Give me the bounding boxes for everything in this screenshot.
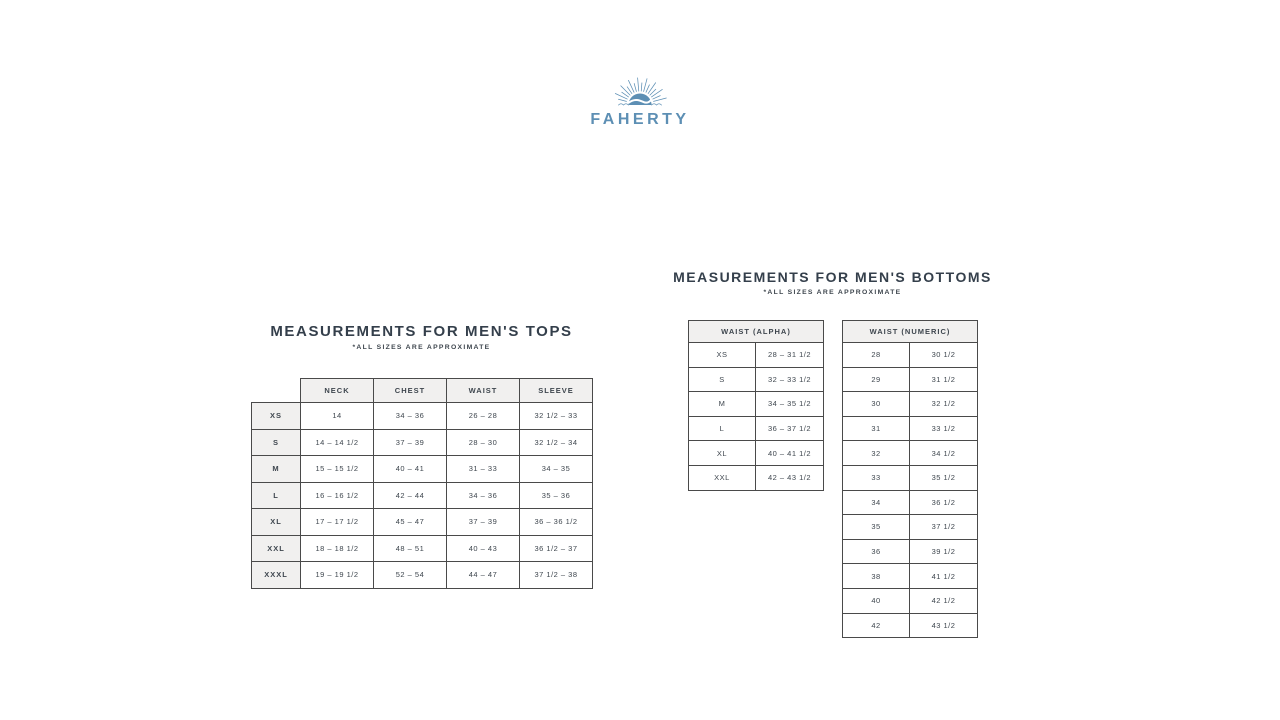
size-label: XL bbox=[252, 509, 301, 536]
size-label: XXL bbox=[252, 535, 301, 562]
sleeve-value: 32 1/2 – 34 bbox=[520, 429, 593, 456]
waist-value: 37 1/2 bbox=[910, 515, 978, 540]
waist-size: 36 bbox=[843, 539, 910, 564]
waist-range: 28 – 31 1/2 bbox=[756, 343, 824, 368]
waist-value: 44 – 47 bbox=[447, 562, 520, 589]
waist-value: 32 1/2 bbox=[910, 392, 978, 417]
column-header-chest: CHEST bbox=[374, 379, 447, 403]
table-row bbox=[843, 613, 978, 638]
sleeve-value: 35 – 36 bbox=[520, 482, 593, 509]
size-label: M bbox=[689, 392, 756, 417]
waist-value: 39 1/2 bbox=[910, 539, 978, 564]
neck-value: 14 bbox=[301, 403, 374, 430]
chest-value: 45 – 47 bbox=[374, 509, 447, 536]
table-row bbox=[689, 343, 824, 368]
brand-wordmark: FAHERTY bbox=[590, 111, 690, 128]
table-row bbox=[689, 465, 824, 490]
waist-value: 42 1/2 bbox=[910, 588, 978, 613]
waist-size: 30 bbox=[843, 392, 910, 417]
waist-value: 35 1/2 bbox=[910, 465, 978, 490]
waist-size: 29 bbox=[843, 367, 910, 392]
sleeve-value: 36 – 36 1/2 bbox=[520, 509, 593, 536]
numeric-header-row bbox=[843, 321, 978, 343]
waist-numeric-table bbox=[842, 320, 978, 638]
table-row bbox=[689, 416, 824, 441]
waist-value: 26 – 28 bbox=[447, 403, 520, 430]
table-row bbox=[843, 392, 978, 417]
column-header-neck: NECK bbox=[301, 379, 374, 403]
tops-header-row bbox=[252, 379, 593, 403]
waist-value: 34 – 36 bbox=[447, 482, 520, 509]
column-header-waist: WAIST bbox=[447, 379, 520, 403]
table-row bbox=[252, 429, 593, 456]
size-label: S bbox=[252, 429, 301, 456]
table-row bbox=[689, 392, 824, 417]
chest-value: 48 – 51 bbox=[374, 535, 447, 562]
waist-size: 35 bbox=[843, 515, 910, 540]
table-row bbox=[252, 403, 593, 430]
waist-size: 40 bbox=[843, 588, 910, 613]
column-header-waist-numeric: WAIST (NUMERIC) bbox=[843, 321, 978, 343]
table-row bbox=[252, 535, 593, 562]
size-label: L bbox=[252, 482, 301, 509]
waist-size: 28 bbox=[843, 343, 910, 368]
table-row bbox=[843, 441, 978, 466]
column-header-waist-alpha: WAIST (ALPHA) bbox=[689, 321, 824, 343]
waist-size: 31 bbox=[843, 416, 910, 441]
waist-size: 34 bbox=[843, 490, 910, 515]
size-label: S bbox=[689, 367, 756, 392]
table-row bbox=[689, 441, 824, 466]
table-row bbox=[843, 465, 978, 490]
tops-size-table bbox=[251, 378, 593, 589]
waist-value: 40 – 43 bbox=[447, 535, 520, 562]
size-label: XS bbox=[252, 403, 301, 430]
table-row bbox=[252, 456, 593, 483]
table-row bbox=[252, 482, 593, 509]
table-row bbox=[689, 367, 824, 392]
waist-value: 30 1/2 bbox=[910, 343, 978, 368]
waist-range: 42 – 43 1/2 bbox=[756, 465, 824, 490]
neck-value: 17 – 17 1/2 bbox=[301, 509, 374, 536]
sleeve-value: 37 1/2 – 38 bbox=[520, 562, 593, 589]
table-row bbox=[843, 367, 978, 392]
table-row bbox=[843, 416, 978, 441]
waist-value: 34 1/2 bbox=[910, 441, 978, 466]
size-label: M bbox=[252, 456, 301, 483]
size-label: XXXL bbox=[252, 562, 301, 589]
table-row bbox=[843, 490, 978, 515]
chest-value: 34 – 36 bbox=[374, 403, 447, 430]
table-row bbox=[843, 343, 978, 368]
table-row bbox=[843, 588, 978, 613]
waist-value: 28 – 30 bbox=[447, 429, 520, 456]
waist-size: 32 bbox=[843, 441, 910, 466]
bottoms-section-title: MEASUREMENTS FOR MEN'S BOTTOMS bbox=[673, 269, 992, 285]
waist-range: 40 – 41 1/2 bbox=[756, 441, 824, 466]
column-header-sleeve: SLEEVE bbox=[520, 379, 593, 403]
table-row bbox=[252, 509, 593, 536]
size-label: XXL bbox=[689, 465, 756, 490]
sunrise-over-wave-icon bbox=[597, 72, 683, 110]
waist-value: 31 – 33 bbox=[447, 456, 520, 483]
neck-value: 15 – 15 1/2 bbox=[301, 456, 374, 483]
alpha-header-row bbox=[689, 321, 824, 343]
sleeve-value: 36 1/2 – 37 bbox=[520, 535, 593, 562]
table-row bbox=[843, 564, 978, 589]
chest-value: 37 – 39 bbox=[374, 429, 447, 456]
sleeve-value: 34 – 35 bbox=[520, 456, 593, 483]
waist-range: 34 – 35 1/2 bbox=[756, 392, 824, 417]
waist-size: 42 bbox=[843, 613, 910, 638]
chest-value: 40 – 41 bbox=[374, 456, 447, 483]
waist-range: 32 – 33 1/2 bbox=[756, 367, 824, 392]
waist-value: 43 1/2 bbox=[910, 613, 978, 638]
table-row bbox=[843, 515, 978, 540]
waist-value: 36 1/2 bbox=[910, 490, 978, 515]
bottoms-section-subtitle: *ALL SIZES ARE APPROXIMATE bbox=[763, 289, 902, 296]
chest-value: 52 – 54 bbox=[374, 562, 447, 589]
size-label: XL bbox=[689, 441, 756, 466]
neck-value: 14 – 14 1/2 bbox=[301, 429, 374, 456]
waist-size: 33 bbox=[843, 465, 910, 490]
tops-section-title: MEASUREMENTS FOR MEN'S TOPS bbox=[270, 323, 573, 340]
table-row bbox=[252, 562, 593, 589]
table-row bbox=[843, 539, 978, 564]
waist-value: 33 1/2 bbox=[910, 416, 978, 441]
waist-value: 41 1/2 bbox=[910, 564, 978, 589]
sleeve-value: 32 1/2 – 33 bbox=[520, 403, 593, 430]
waist-value: 31 1/2 bbox=[910, 367, 978, 392]
neck-value: 19 – 19 1/2 bbox=[301, 562, 374, 589]
chest-value: 42 – 44 bbox=[374, 482, 447, 509]
tops-section-subtitle: *ALL SIZES ARE APPROXIMATE bbox=[352, 344, 491, 351]
corner-cell bbox=[252, 379, 301, 403]
waist-alpha-table bbox=[688, 320, 824, 491]
size-label: XS bbox=[689, 343, 756, 368]
neck-value: 16 – 16 1/2 bbox=[301, 482, 374, 509]
size-label: L bbox=[689, 416, 756, 441]
waist-size: 38 bbox=[843, 564, 910, 589]
brand-logo bbox=[585, 72, 695, 129]
neck-value: 18 – 18 1/2 bbox=[301, 535, 374, 562]
waist-range: 36 – 37 1/2 bbox=[756, 416, 824, 441]
waist-value: 37 – 39 bbox=[447, 509, 520, 536]
